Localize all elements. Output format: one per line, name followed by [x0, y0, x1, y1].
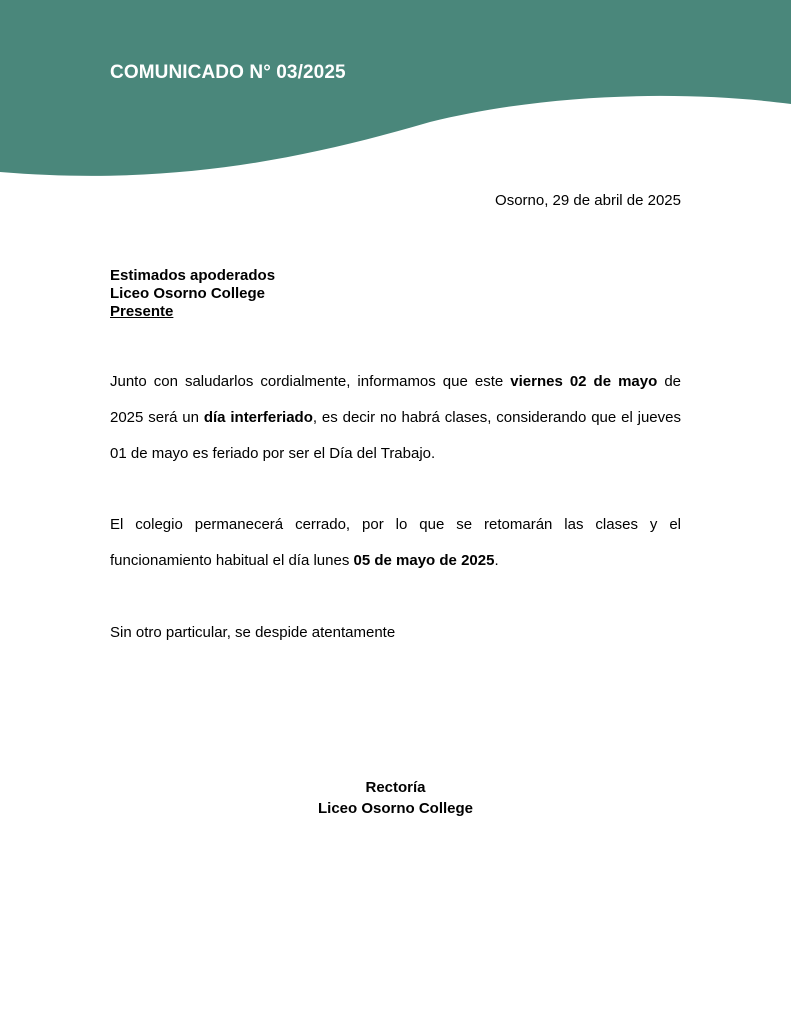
- highlight-date: viernes 02 de mayo: [510, 373, 658, 390]
- paragraph-text: de 2025 será un: [110, 373, 681, 426]
- greeting-recipients: Estimados apoderados: [110, 267, 276, 284]
- greeting-block: [110, 267, 275, 321]
- paragraph-closure: [110, 507, 681, 579]
- signature-office: Rectoría: [365, 779, 426, 796]
- date-line: Osorno, 29 de abril de 2025: [495, 192, 681, 209]
- highlight-interferiado: día interferiado: [203, 409, 313, 426]
- header-wave-band: [0, 0, 791, 185]
- header-wave-shape: [0, 0, 791, 176]
- highlight-return-date: 05 de mayo de 2025: [353, 552, 495, 569]
- document-title: COMUNICADO N° 03/2025: [110, 62, 346, 83]
- paragraph-farewell: Sin otro particular, se despide atentamente: [110, 624, 396, 641]
- paragraph-announcement: [110, 364, 681, 472]
- greeting-presente: Presente: [110, 303, 174, 320]
- paragraph-text: Junto con saludarlos cordialmente, informamos que este: [110, 373, 511, 390]
- paragraph-text: .: [494, 552, 499, 569]
- signature-school: Liceo Osorno College: [317, 800, 474, 817]
- signature-block: [0, 777, 791, 819]
- greeting-school-name: Liceo Osorno College: [110, 285, 266, 302]
- paragraph-text: , es decir no habrá clases, considerando que el jueves 01 de mayo es feriado por ser el Día del Trabajo.: [110, 409, 681, 462]
- paragraph-text: El colegio permanecerá cerrado, por lo que se retomarán las clases y el funcionamiento habitual el día lunes: [110, 516, 681, 569]
